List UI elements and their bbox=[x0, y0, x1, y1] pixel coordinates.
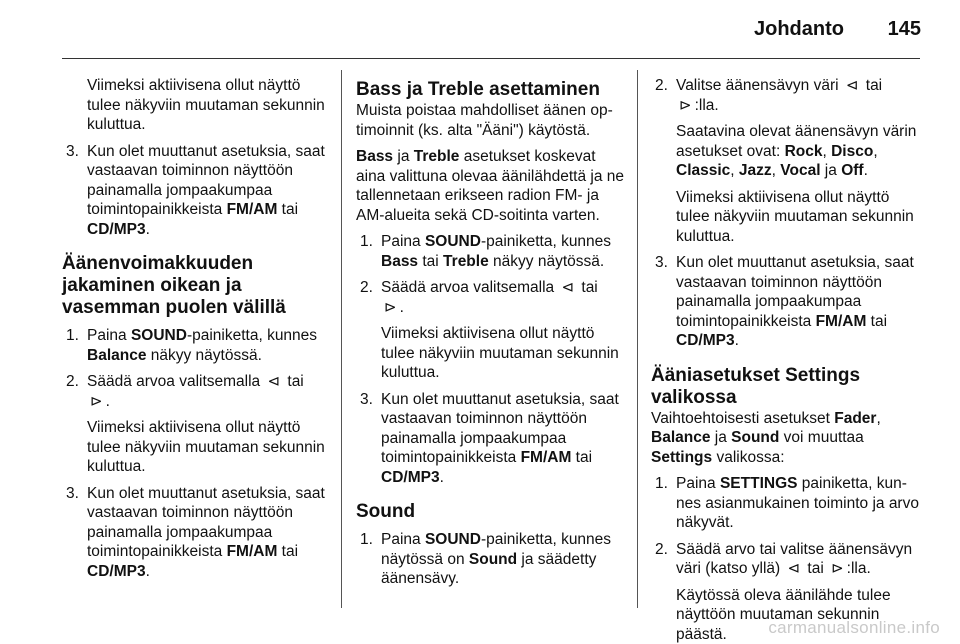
heading-sound: Sound bbox=[356, 501, 624, 523]
column-3 bbox=[651, 76, 923, 644]
arrow-right-icon: ⊳ bbox=[676, 97, 695, 114]
list-item: 1. Paina SOUND-painiketta, kunnes Bass tai Treble näkyy näytössä. bbox=[356, 232, 624, 271]
paragraph: Muista poistaa mahdolliset äänen optimoinnit (ks. alta "Ääni") käytöstä. bbox=[356, 101, 624, 140]
list-item: 2. Säädä arvoa valitsemalla ⊲ tai ⊳ . Viimeksi aktiivisena ollut näyttö tulee näkyviin muutaman sekunnin kuluttua. bbox=[356, 278, 624, 383]
page-header bbox=[0, 0, 960, 62]
list-item: 3. Kun olet muuttanut asetuksia, saat vastaavan toiminnon näyttöön painamalla jompaakumpaa toimintopainikkeista FM/AM tai CD/MP3. bbox=[651, 253, 923, 351]
arrow-left-icon: ⊲ bbox=[265, 373, 284, 390]
column-2 bbox=[356, 79, 624, 589]
paragraph: Bass ja Treble asetukset koskevat aina valittuna olevaa äänilähdettä ja ne tallennetaan erikseen radion FM- ja AM-alueita sekä CD-soitinta varten. bbox=[356, 147, 624, 225]
intro-tail: Viimeksi aktiivisena ollut näyttö tulee näkyviin muutaman sekunnin kuluttua. bbox=[62, 76, 332, 135]
heading-bass-treble: Bass ja Treble asettaminen bbox=[356, 79, 624, 101]
column-divider-2 bbox=[637, 70, 638, 608]
list-item: 2. Säädä arvoa valitsemalla ⊲ tai ⊳ . Viimeksi aktiivisena ollut näyttö tulee näkyviin muutaman sekunnin kuluttua. bbox=[62, 372, 332, 477]
header-rule bbox=[62, 58, 920, 59]
section-title: Johdanto bbox=[754, 18, 844, 41]
heading-settings-menu: Ääniasetukset Settings valikossa bbox=[651, 365, 923, 409]
watermark-footer: carmanualsonline.info bbox=[768, 618, 940, 638]
cd-mp3-button-label: CD/MP3 bbox=[87, 221, 146, 238]
page-number: 145 bbox=[888, 18, 921, 41]
column-1 bbox=[62, 76, 332, 581]
fm-am-button-label: FM/AM bbox=[227, 201, 278, 218]
heading-balance: Äänenvoimakkuuden jakaminen oikean ja vasemman puolen välillä bbox=[62, 253, 332, 319]
list-item: 1. Paina SOUND-painiketta, kunnes Balance näkyy näytössä. bbox=[62, 326, 332, 365]
arrow-left-icon: ⊲ bbox=[785, 560, 804, 577]
arrow-right-icon: ⊳ bbox=[381, 299, 400, 316]
arrow-right-icon: ⊳ bbox=[87, 393, 106, 410]
arrow-right-icon: ⊳ bbox=[828, 560, 847, 577]
arrow-left-icon: ⊲ bbox=[843, 77, 862, 94]
arrow-left-icon: ⊲ bbox=[559, 279, 578, 296]
list-item: 1. Paina SOUND-painiketta, kunnes näytössä on Sound ja säädetty äänensävy. bbox=[356, 530, 624, 589]
list-item: 3. Kun olet muuttanut asetuksia, saat vastaavan toiminnon näyttöön painamalla jompaakumpaa toimintopainikkeista FM/AM tai CD/MP3. bbox=[62, 484, 332, 582]
list-item: 1. Paina SETTINGS painiketta, kunnes asianmukainen toiminto ja arvo näkyvät. bbox=[651, 474, 923, 533]
list-item: 2. Säädä arvo tai valitse äänensävyn väri (katso yllä) ⊲ tai ⊳ :lla. Käytössä oleva äänilähde tulee näyttöön muutaman sekunnin päästä. bbox=[651, 540, 923, 644]
paragraph: Vaihtoehtoisesti asetukset Fader, Balance ja Sound voi muuttaa Settings valikossa: bbox=[651, 409, 923, 468]
list-item: 2. Valitse äänensävyn väri ⊲ tai ⊳ :lla. Saatavina olevat äänensävyn värin asetukset ovat: Rock, Disco, Classic, Jazz, Vocal ja Off. Viimeksi aktiivisena ollut näyttö tulee näkyviin muutaman sekunnin kuluttua. bbox=[651, 76, 923, 246]
column-divider-1 bbox=[341, 70, 342, 608]
list-item: 3. Kun olet muuttanut asetuksia, saat vastaavan toiminnon näyttöön painamalla jompaakumpaa toimintopainikkeista FM/AM tai CD/MP3. bbox=[356, 390, 624, 488]
list-item: 3. Kun olet muuttanut asetuksia, saat vastaavan toiminnon näyttöön painamalla jompaakumpaa toimintopainikkeista FM/AM tai CD/MP3. bbox=[62, 142, 332, 240]
